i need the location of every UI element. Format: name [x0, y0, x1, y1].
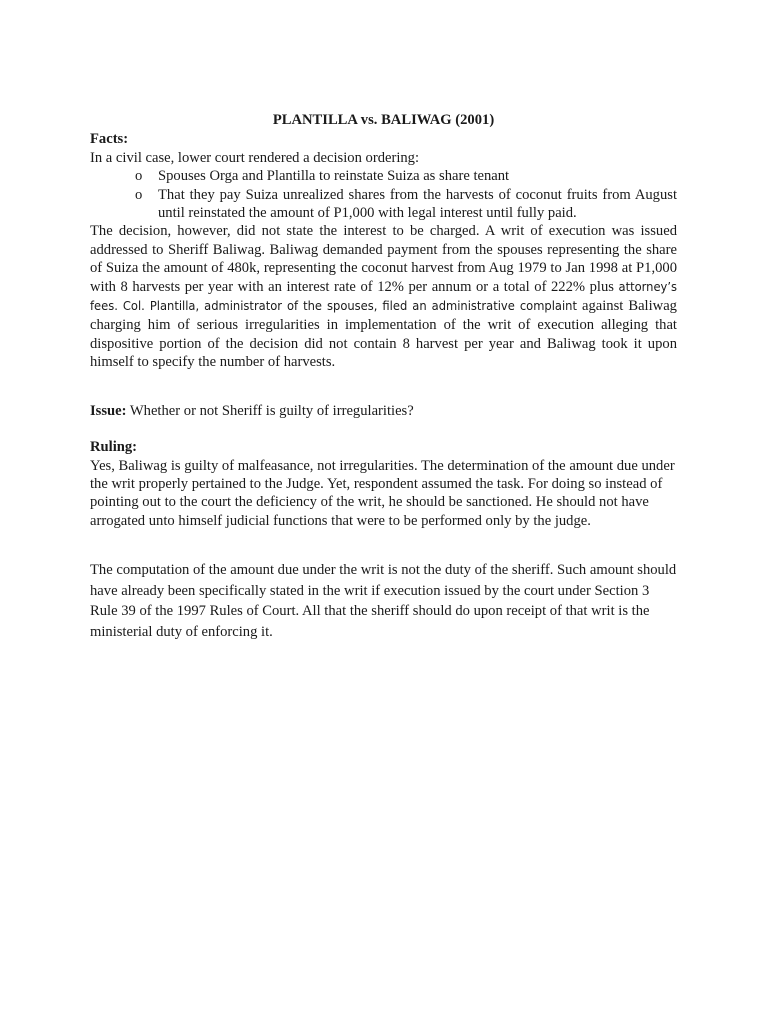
list-item-text: Spouses Orga and Plantilla to reinstate Suiza as share tenant — [158, 168, 510, 185]
issue-text: Whether or not Sheriff is guilty of irregularities? — [126, 402, 414, 419]
facts-body-part2: attorney’s fees. Col. Plantilla, administrator of the spouses, filed an administrative complaint — [90, 279, 677, 315]
facts-bullet-list — [90, 167, 677, 222]
computation-paragraph: The computation of the amount due under the writ is not the duty of the sheriff. Such amount should have already been specifically stated in the writ if execution issued by the court under Section 3 Rule 39 of the 1997 Rules of Court. All that the sheriff should do upon receipt of that writ is the ministerial duty of enforcing it. — [90, 562, 677, 640]
issue-line — [90, 402, 677, 420]
list-item — [135, 167, 677, 185]
bullet-icon: o — [135, 168, 143, 185]
spacer — [90, 530, 677, 560]
ruling-paragraph: Yes, Baliwag is guilty of malfeasance, not irregularities. The determination of the amount due under the writ properly pertained to the Judge. Yet, respondent assumed the task. For doing so instead of pointing out to the court the deficiency of the writ, he should be sanctioned. He should not have arrogated unto himself judicial functions that were to be performed only by the judge. — [90, 457, 675, 529]
facts-body-part3: against Baliwag charging him of serious irregularities in implementation of the writ of execution alleging that dispositive portion of the decision did not contain 8 harvest per year and Baliwag took it upon himself to specify the number of harvests. — [90, 298, 677, 371]
facts-body-part1: The decision, however, did not state the interest to be charged. A writ of execution was issued addressed to Sheriff Baliwag. Baliwag demanded payment from the spouses representing the share of Suiza the amount of 480k, representing the coconut harvest from Aug 1979 to Jan 1998 at P1,000 with 8 harvests per year with an interest rate of 12% per annum or a total of 222% plus — [90, 223, 677, 295]
ruling-heading: Ruling: — [90, 439, 138, 456]
issue-label: Issue: — [90, 402, 127, 419]
case-title: PLANTILLA vs. BALIWAG (2001) — [272, 112, 495, 128]
bullet-icon: o — [135, 186, 143, 203]
spacer — [90, 372, 677, 402]
spacer — [90, 420, 677, 438]
facts-body — [90, 222, 677, 371]
document-page — [90, 111, 677, 643]
list-item — [135, 186, 677, 223]
facts-heading: Facts: — [90, 131, 129, 148]
facts-intro: In a civil case, lower court rendered a decision ordering: — [90, 149, 420, 166]
list-item-text: That they pay Suiza unrealized shares from the harvests of coconut fruits from August until reinstated the amount of P1,000 with legal interest until fully paid. — [158, 186, 677, 222]
